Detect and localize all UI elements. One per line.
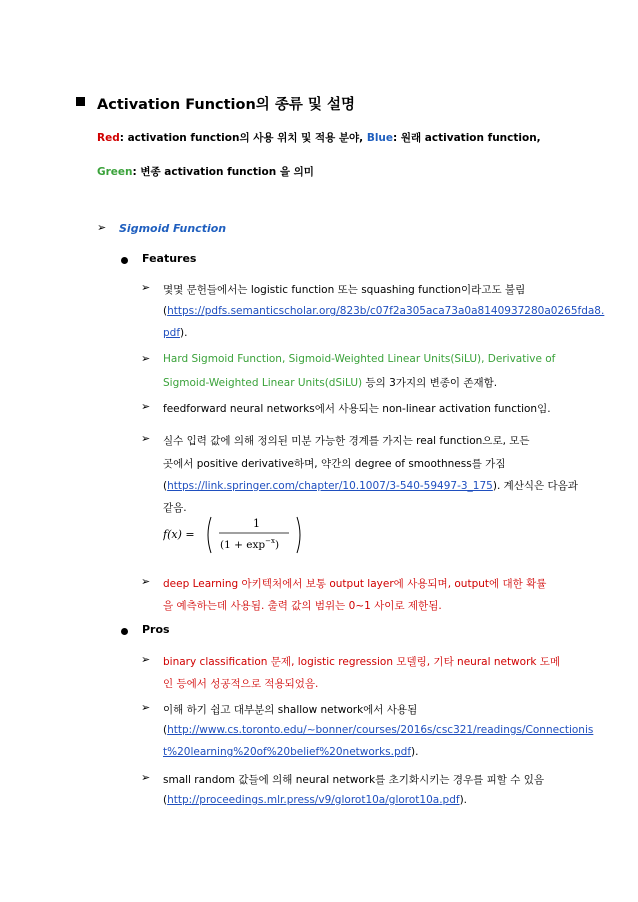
formula-denominator-close: ) (274, 539, 280, 551)
legend-red-text: : activation function의 사용 위치 및 적용 분야, (119, 132, 367, 144)
feature-4-link[interactable]: https://link.springer.com/chapter/10.1007/3-540-59497-3_175 (167, 480, 493, 492)
feature-1-link-cont[interactable]: pdf (163, 327, 181, 339)
legend-green-text: : 변종 activation function 을 의미 (132, 166, 314, 178)
feature-3-arrow-icon: ➢ (141, 400, 151, 413)
open-paren-2: ( (163, 480, 168, 492)
pro-3-arrow-icon: ➢ (141, 771, 151, 784)
legend-line-1 (97, 130, 541, 145)
open-paren-4: ( (163, 794, 168, 806)
formula-numerator: 1 (253, 517, 260, 530)
feature-4-line-2: 곳에서 positive derivative하며, 약간의 degree of smoothness를 가짐 (163, 458, 506, 470)
pro-2-tail: ). (411, 746, 419, 758)
legend-green-label: Green (97, 166, 133, 178)
formula-denominator (220, 537, 279, 551)
pro-1-arrow-icon: ➢ (141, 653, 151, 666)
pro-2-link-cont[interactable]: t%20learning%20of%20belief%20networks.pdf (163, 746, 412, 758)
feature-4-line-4: 같음. (163, 502, 187, 514)
feature-4-line-3 (163, 478, 578, 493)
feature-2-rest: 등의 3가지의 변종이 존재함. (362, 377, 498, 389)
feature-1-line-1: 몇몇 문헌들에서는 logistic function 또는 squashing function이라고도 불림 (163, 284, 526, 296)
pro-3-line-1: small random 값들에 의해 neural network를 초기화시키는 경우를 피할 수 있음 (163, 774, 545, 786)
pro-1-line-1: binary classification 문제, logistic regression 모델링, 기타 neural network 도메 (163, 656, 561, 668)
pro-3-line-2 (163, 794, 467, 806)
page-title: Activation Function의 종류 및 설명 (97, 97, 355, 113)
formula-exponent: −x (265, 537, 275, 545)
pro-1-line-2: 인 등에서 성공적으로 적용되었음. (163, 678, 319, 690)
feature-2-green-text: Sigmoid-Weighted Linear Units(dSiLU) (163, 377, 363, 389)
sigmoid-formula (163, 513, 323, 557)
feature-1-arrow-icon: ➢ (141, 281, 151, 294)
feature-2-arrow-icon: ➢ (141, 352, 151, 365)
feature-1-tail: ). (180, 327, 188, 339)
open-paren-3: ( (163, 724, 168, 736)
pros-bullet-icon (121, 628, 128, 635)
feature-2-line-1: Hard Sigmoid Function, Sigmoid-Weighted Linear Units(SiLU), Derivative of (163, 353, 556, 365)
pro-2-link[interactable]: http://www.cs.toronto.edu/~bonner/courses/2016s/csc321/readings/Connectionis (167, 724, 594, 736)
features-bullet-icon (121, 257, 128, 264)
pro-3-tail: ). (459, 794, 468, 806)
section-arrow-icon: ➢ (97, 221, 107, 234)
legend-red-label: Red (97, 132, 120, 144)
legend-blue-label: Blue (366, 132, 394, 144)
feature-4-line-1: 실수 입력 값에 의해 정의된 미분 가능한 경계를 가지는 real function으로, 모든 (163, 435, 530, 447)
section-title: Sigmoid Function (119, 222, 227, 235)
feature-3-line-1: feedforward neural networks에서 사용되는 non-linear activation function임. (163, 403, 551, 415)
open-paren: ( (163, 305, 168, 317)
pro-2-line-3 (163, 746, 418, 758)
pros-label: Pros (142, 623, 170, 636)
legend-blue-text: : 원래 activation function, (393, 132, 541, 144)
legend-line-2 (97, 164, 314, 179)
pro-2-line-1: 이해 하기 쉽고 대부분의 shallow network에서 사용됨 (163, 704, 418, 716)
formula-denominator-text: (1 + exp (220, 539, 266, 551)
formula-lhs: f(x) = (163, 528, 195, 541)
pro-3-link[interactable]: http://proceedings.mlr.press/v9/glorot10a/glorot10a.pdf (167, 794, 460, 806)
formula-left-paren (208, 517, 211, 553)
pro-2-line-2 (163, 724, 593, 736)
feature-4-arrow-icon: ➢ (141, 432, 151, 445)
feature-2-line-2 (163, 375, 497, 390)
features-label: Features (142, 252, 197, 265)
formula-right-paren (297, 517, 300, 553)
feature-4-tail: ). 계산식은 다음과 (492, 480, 578, 492)
feature-1-line-3 (163, 327, 187, 339)
feature-5-line-1: deep Learning 아키텍처에서 보통 output layer에 사용되며, output에 대한 확률 (163, 578, 547, 590)
feature-1-line-2 (163, 305, 604, 317)
feature-1-link[interactable]: https://pdfs.semanticscholar.org/823b/c07f2a305aca73a0a8140937280a0265fda8. (167, 305, 605, 317)
feature-5-line-2: 을 예측하는데 사용됨. 출력 값의 범위는 0~1 사이로 제한됨. (163, 600, 442, 612)
heading-bullet-icon (76, 97, 85, 106)
pro-2-arrow-icon: ➢ (141, 701, 151, 714)
feature-5-arrow-icon: ➢ (141, 575, 151, 588)
